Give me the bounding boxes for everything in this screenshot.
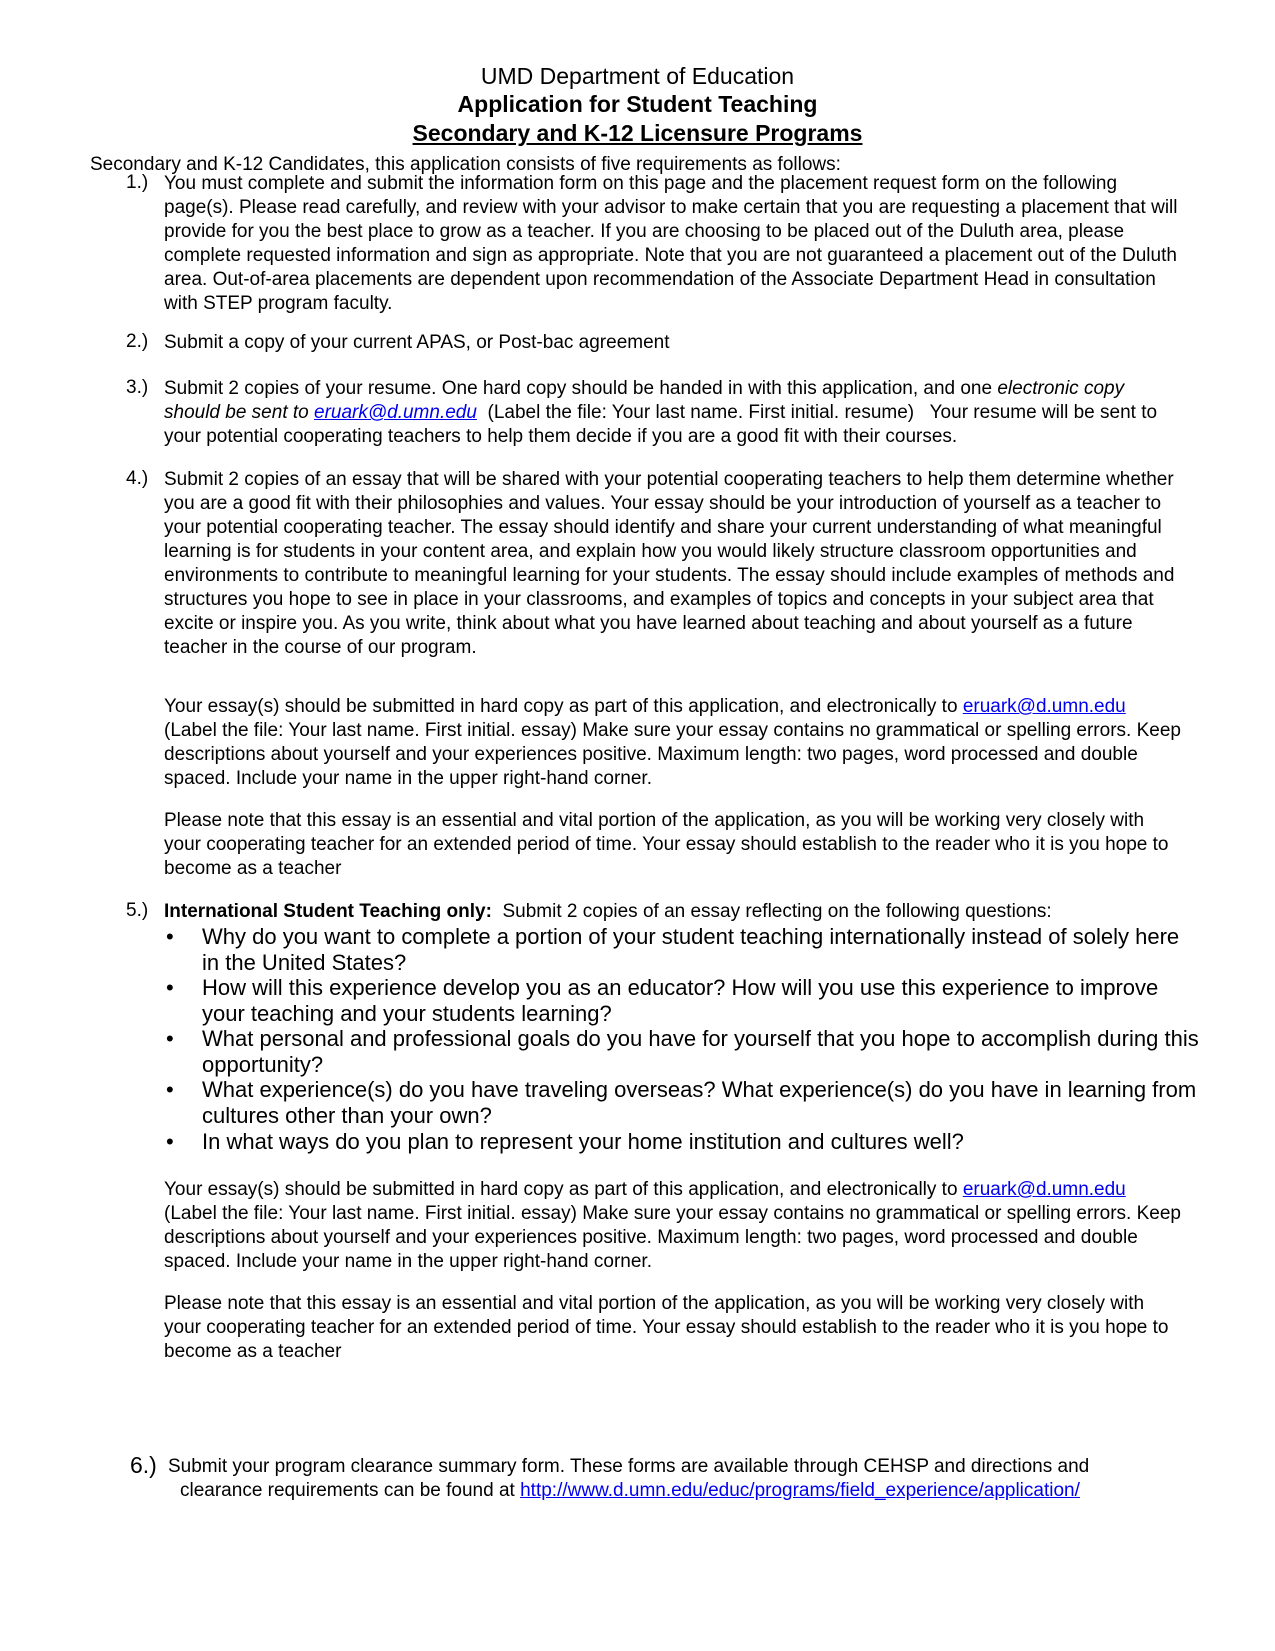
bullet-4-icon: • (166, 1077, 174, 1102)
resume-email-link[interactable]: eruark@d.umn.edu (314, 402, 477, 423)
bullet-3-icon: • (166, 1026, 174, 1051)
item-4-paragraph-3: Please note that this essay is an essential and vital portion of the application, as you will be working very closely with your cooperating teacher for an extended period of time. Your essay should establish to the reader who it is you hope to become as a teacher (164, 810, 1169, 879)
international-essay-email-link[interactable]: eruark@d.umn.edu (962, 1179, 1126, 1200)
bullet-5: In what ways do you plan to represent your home institution and cultures well? (202, 1129, 964, 1154)
item-2-number: 2.) (126, 331, 149, 352)
item-5-paragraph-2 (164, 1178, 1187, 1274)
item-4-paragraph-1: Submit 2 copies of an essay that will be shared with your potential cooperating teachers to help them determine whether you are a good fit with their philosophies and values. Your essay should be your introduction of yourself as a teacher to your potential cooperating teacher. The essay should identify and share your current understanding of what meaningful learning is for students in your content area, and explain how you would likely structure classroom opportunities and environments to contribute to meaningful learning for your students. The essay should include examples of methods and structures you hope to see in place in your classrooms, and examples of topics and concepts in your subject area that excite or inspire you. As you write, think about what you have learned about teaching and about yourself as a future teacher in the course of our program. (164, 469, 1175, 658)
item-5-number: 5.) (126, 900, 149, 921)
item-1 (164, 172, 1184, 316)
item-5-p2-a: Your essay(s) should be submitted in hard copy as part of this application, and electronically to (164, 1179, 963, 1200)
item-4-submission (164, 695, 1187, 791)
item-5-p2-b: (Label the file: Your last name. First initial. essay) Make sure your essay contains no grammatical or spelling errors. Keep descriptions about yourself and your experiences positive. Maximum length: two pages, word processed and double spaced. Include your name in the upper right-hand corner. (164, 1179, 1187, 1272)
item-6-number: 6.) (130, 1452, 157, 1478)
bullet-2: How will this experience develop you as an educator? How will you use this experience to improve your teaching and your students learning? (202, 975, 1159, 1026)
item-6 (168, 1455, 1188, 1503)
department-title: UMD Department of Education (480, 63, 795, 89)
item-3-italic-text: electronic copy should be sent to (164, 378, 1125, 423)
bullet-2-icon: • (166, 975, 174, 1000)
item-4-p2-b: (Label the file: Your last name. First initial. essay) Make sure your essay contains no grammatical or spelling errors. Keep descriptions about yourself and your experiences positive. Maximum length: two pages, word processed and double spaced. Include your name in the upper right-hand corner. (164, 696, 1187, 789)
item-4-p2-a: Your essay(s) should be submitted in hard copy as part of this application, and electronically to (164, 696, 963, 717)
item-5 (164, 900, 1184, 924)
item-4-note (164, 809, 1184, 881)
bullet-5-icon: • (166, 1129, 174, 1154)
bullet-3: What personal and professional goals do you have for yourself that you hope to accomplish during this opportunity? (202, 1026, 1199, 1077)
item-2 (164, 331, 1184, 355)
item-6-line-2-text: clearance requirements can be found at (180, 1480, 521, 1501)
field-experience-url-link[interactable]: http://www.d.umn.edu/educ/programs/field_experience/application/ (520, 1480, 1080, 1501)
item-5-text (164, 900, 1184, 924)
item-4 (164, 468, 1184, 660)
bullet-4: What experience(s) do you have traveling overseas? What experience(s) do you have in learning from cultures other than your own? (202, 1077, 1197, 1128)
item-6-line-1: Submit your program clearance summary form. These forms are available through CEHSP and directions and (168, 1456, 1090, 1477)
item-3-number: 3.) (126, 377, 149, 398)
program-title: Secondary and K-12 Licensure Programs (412, 120, 863, 146)
item-4-paragraph-2 (164, 695, 1187, 791)
item-5-lead: Submit 2 copies of an essay reflecting on the following questions: (491, 901, 1052, 922)
item-3-text-b: (Label the file: Your last name. First initial. resume) Your resume will be sent to your potential cooperating teachers to help them decide if you are a good fit with their courses. (164, 402, 1163, 447)
application-title: Application for Student Teaching (457, 91, 818, 117)
item-5-note (164, 1292, 1184, 1364)
item-3 (164, 377, 1184, 449)
item-5-paragraph-3: Please note that this essay is an essential and vital portion of the application, as you will be working very closely with your cooperating teacher for an extended period of time. Your essay should establish to the reader who it is you hope to become as a teacher (164, 1293, 1169, 1362)
item-3-text-a: Submit 2 copies of your resume. One hard copy should be handed in with this application, and one (164, 378, 998, 399)
item-5-submission (164, 1178, 1187, 1274)
item-5-bold: International Student Teaching only: (164, 901, 492, 922)
item-4-number: 4.) (126, 468, 149, 489)
intro-text: Secondary and K-12 Candidates, this application consists of five requirements as follows: (90, 154, 841, 175)
item-3-text (164, 377, 1184, 449)
item-2-text: Submit a copy of your current APAS, or Post-bac agreement (164, 332, 670, 353)
essay-email-link[interactable]: eruark@d.umn.edu (962, 696, 1126, 717)
bullet-1: Why do you want to complete a portion of your student teaching internationally instead of solely here in the United States? (202, 924, 1180, 975)
item-1-number: 1.) (126, 172, 149, 193)
item-6-line-2 (168, 1479, 1188, 1503)
item-1-text: You must complete and submit the information form on this page and the placement request form on the following page(s). Please read carefully, and review with your advisor to make certain that you are requesting a placement that will provide for you the best place to grow as a teacher. If you are choosing to be placed out of the Duluth area, please complete requested information and sign as appropriate. Note that you are not guaranteed a placement out of the Duluth area. Out-of-area placements are dependent upon recommendation of the Associate Department Head in consultation with STEP program faculty. (164, 173, 1178, 314)
bullet-1-icon: • (166, 924, 174, 949)
